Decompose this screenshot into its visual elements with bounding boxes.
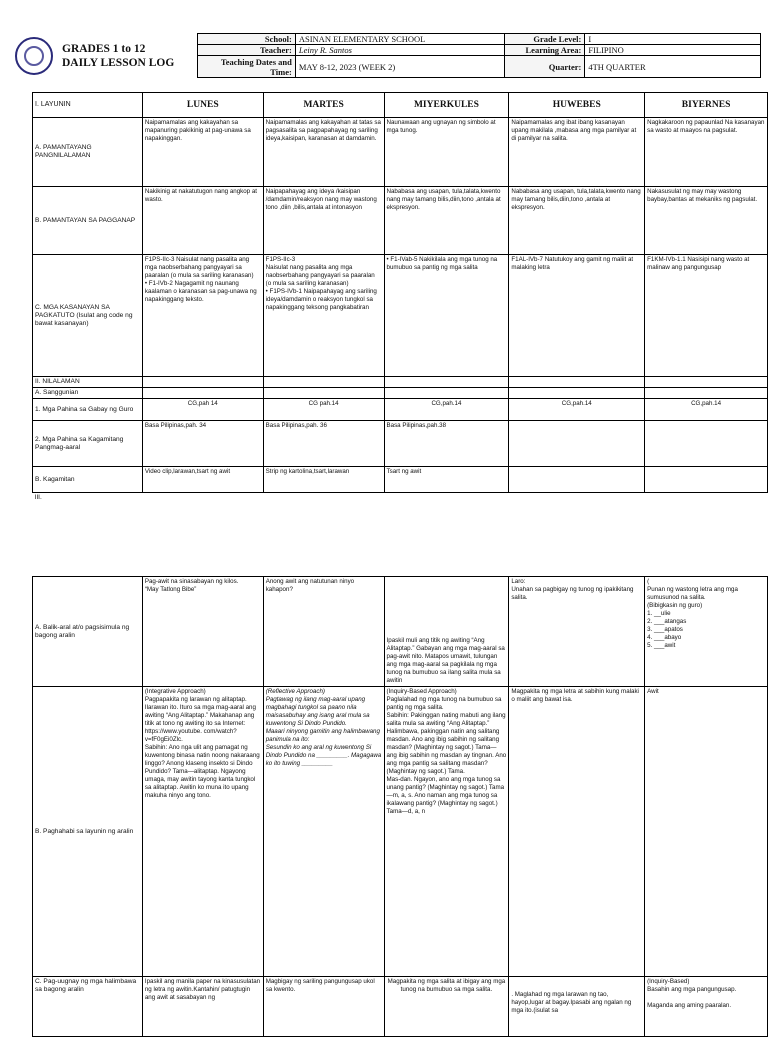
table-cell: Naipamamalas ang kakayahan at tatas sa pagsasalita sa pagpapahayag ng sariling ideya,kaisipan, karanasan at damdamin. bbox=[263, 118, 384, 187]
table-cell: F1KM-IVb-1.1 Nasisipi nang wasto at malinaw ang pangungusap bbox=[645, 255, 768, 377]
table-cell: Basa Pilipinas,pah.38 bbox=[384, 421, 509, 467]
table-cell: Awit bbox=[645, 687, 768, 977]
table-row bbox=[33, 467, 768, 493]
area-value: FILIPINO bbox=[585, 45, 761, 56]
table-cell: Magpakita ng mga salita at ibigay ang mga tunog na bumubuo sa mga salita. bbox=[384, 977, 509, 1037]
table-cell: F1PS-IIc-3 Naisulat nang pasalita ang mga naobserbahang pangyayari sa paaralan (o mula sa sariling karanasan) • F1PS-IVb-1 Naipapahayag ang sariling ideya/damdamin o reaksyon tungkol sa napakinggang teksong pangkabatiran bbox=[263, 255, 384, 377]
table-row bbox=[33, 977, 768, 1037]
col-header-biyernes: BIYERNES bbox=[645, 93, 768, 118]
table-cell: Basa Pilipinas,pah. 34 bbox=[142, 421, 263, 467]
row-label: A. Sanggunian bbox=[33, 388, 143, 399]
table-cell: Nababasa ang usapan, tula,talata,kwento nang may tamang bilis,diin,tono ,antala at ekspresyon. bbox=[509, 187, 645, 255]
table-cell: Naipamamalas ang kakayahan sa mapanuring pakikinig at pag-unawa sa napakinggan. bbox=[142, 118, 263, 187]
table-row bbox=[33, 118, 768, 187]
table-cell: (Reflective Approach) Pagtawag ng ilang mag-aaral upang magbahagi tungkol sa paano nila maisasabuhay ang isang aral mula sa kuwentong Si Dindo Pundido. Maaari ninyong gamitin ang halimbawang panimula na ito: Sesundin ko ang aral ng kuwentong Si Dindo Pundido na _________. Magagawa ko ito tuwing _________ bbox=[263, 687, 384, 977]
deped-seal-icon bbox=[15, 37, 53, 75]
col-header-martes: MARTES bbox=[263, 93, 384, 118]
teacher-label: Teacher: bbox=[198, 45, 296, 56]
table-cell: ( Punan ng wastong letra ang mga sumusunod na salita. (Bibigkasin ng guro) 1. __ulie 2. ___atangas 3. ___apatos 4. ___abayo 5. ___awit bbox=[645, 577, 768, 687]
col-header-miyerkules: MIYERKULES bbox=[384, 93, 509, 118]
table-row bbox=[33, 255, 768, 377]
table-cell bbox=[263, 377, 384, 388]
col-header-layunin: I. LAYUNIN bbox=[33, 93, 143, 118]
dates-value: MAY 8-12, 2023 (WEEK 2) bbox=[295, 56, 505, 78]
table-row bbox=[33, 687, 768, 977]
table-cell bbox=[645, 388, 768, 399]
row-label: B. Kagamitan bbox=[33, 467, 143, 493]
row-label: B. Paghahabi sa layunin ng aralin bbox=[33, 687, 143, 977]
table-cell bbox=[645, 421, 768, 467]
table-cell: F1AL-IVb-7 Natutukoy ang gamit ng maliit at malaking letra bbox=[509, 255, 645, 377]
table-cell bbox=[645, 467, 768, 493]
table-cell: Video clip,larawan,tsart ng awit bbox=[142, 467, 263, 493]
teacher-value: Leiny R. Santos bbox=[295, 45, 505, 56]
table-cell: Nakikinig at nakatutugon nang angkop at wasto. bbox=[142, 187, 263, 255]
school-value: ASINAN ELEMENTARY SCHOOL bbox=[295, 34, 505, 45]
table-row bbox=[33, 399, 768, 421]
table-cell: CG,pah 14 bbox=[142, 399, 263, 421]
area-label: Learning Area: bbox=[505, 45, 585, 56]
table-cell: Naipapahayag ang ideya /kaisipan /damdamin/reaksyon nang may wastong tono ,diin ,bilis,antala at intonasyon bbox=[263, 187, 384, 255]
table-cell bbox=[509, 421, 645, 467]
table-cell: Nakasusulat ng may may wastong baybay,bantas at mekaniks ng pagsulat. bbox=[645, 187, 768, 255]
table-cell: Basa Pilipinas,pah. 36 bbox=[263, 421, 384, 467]
table-row bbox=[33, 377, 768, 388]
table-cell: Strip ng kartolina,tsart,larawan bbox=[263, 467, 384, 493]
row-label: A. PAMANTAYANG PANGNILALAMAN bbox=[33, 118, 143, 187]
table-cell: Naipamamalas ang ibat ibang kasanayan upang makilala ,mabasa ang mga pamilyar at di pamilyar na salita. bbox=[509, 118, 645, 187]
title-line-2: DAILY LESSON LOG bbox=[62, 57, 175, 69]
grade-label: Grade Level: bbox=[505, 34, 585, 45]
lesson-table-1 bbox=[32, 92, 768, 503]
row-label: 1. Mga Pahina sa Gabay ng Guro bbox=[33, 399, 143, 421]
table-cell: Tsart ng awit bbox=[384, 467, 509, 493]
table-cell: Nababasa ang usapan, tula,talata,kwento nang may tamang bilis,diin,tono ,antala at ekspresyon. bbox=[384, 187, 509, 255]
table-cell bbox=[509, 388, 645, 399]
table-cell bbox=[384, 377, 509, 388]
table-cell bbox=[509, 377, 645, 388]
school-label: School: bbox=[198, 34, 296, 45]
table-cell: . Maglahad ng mga larawan ng tao, hayop,lugar at bagay.Ipasabi ang ngalan ng mga ito.(isulat sa bbox=[509, 977, 645, 1037]
table-cell bbox=[263, 388, 384, 399]
row-label: A. Balik-aral at/o pagsisimula ng bagong aralin bbox=[33, 577, 143, 687]
table-row bbox=[33, 493, 768, 504]
table-cell bbox=[384, 388, 509, 399]
col-header-lunes: LUNES bbox=[142, 93, 263, 118]
title-line-1: GRADES 1 to 12 bbox=[62, 43, 146, 55]
lesson-table-2 bbox=[32, 576, 768, 1037]
grade-value: I bbox=[585, 34, 761, 45]
header-logo-block bbox=[12, 34, 192, 78]
table-cell: (Inquiry-Based) Basahin ang mga pangungusap. Maganda ang aming paaralan. bbox=[645, 977, 768, 1037]
table-cell: CG,pah.14 bbox=[384, 399, 509, 421]
quarter-value: 4TH QUARTER bbox=[585, 56, 761, 78]
dates-label: Teaching Dates and Time: bbox=[198, 56, 296, 78]
table-cell: Pag-awit na sinasabayan ng kilos. “May Tatlong Bibe” bbox=[142, 577, 263, 687]
table-cell: (Integrative Approach) Pagpapakita ng larawan ng alitaptap. Ilarawan ito. Ituro sa mga mag-aaral ang awiting “Ang Alitaptap.” Makahanap ang titik at tono ng awiting ito sa Internet: https://www.youtube. com/watch?v=fF0gEi0Zlc. Sabihin: Ano nga ulit ang pamagat ng kuwentong binasa natin noong nakaraang linggo? Anong klaseng insekto si Dindo Pundido? Tama—alitaptap. Ngayong umaga, may awitin tayong kanta tungkol sa alitaptap. Awitin ko muna ito upang makuha ninyo ang tono. bbox=[142, 687, 263, 977]
info-table bbox=[197, 33, 761, 78]
table-cell bbox=[142, 377, 263, 388]
table-cell: Naunawaan ang ugnayan ng simbolo at mga tunog. bbox=[384, 118, 509, 187]
table-cell: Ipaskil ang manila paper na kinasusulatan ng letra ng awitin.Kantahin/ patugtugin ang awit at sasabayan ng bbox=[142, 977, 263, 1037]
table-cell: Laro: Unahan sa pagbigay ng tunog ng ipakikitang salita. bbox=[509, 577, 645, 687]
table-cell: Magbigay ng sariling pangungusap ukol sa kwento. bbox=[263, 977, 384, 1037]
table-cell: F1PS-IIc-3 Naisulat nang pasalita ang mga naobserbahang pangyayari sa paaralan (o mula sa sariling karanasan) • F1-IVb-2 Nagagamit ng naunang kaalaman o karanasan sa pag-unawa ng napakinggang teksto. bbox=[142, 255, 263, 377]
table-cell: CG,pah.14 bbox=[645, 399, 768, 421]
table-cell: Ipaskil muli ang titik ng awiting “Ang Alitaptap.” Gabayan ang mga mag-aaral sa pag-awit nito. Matapos umawit, tulungan ang mga mag-aaral sa pagkilala ng mga tunog na bumubuo sa ilang salita mula sa awitin bbox=[384, 577, 509, 687]
row-label: II. NILALAMAN bbox=[33, 377, 143, 388]
table-cell: Nagkakaroon ng papaunlad Na kasanayan sa wasto at maayos na pagsulat. bbox=[645, 118, 768, 187]
document-title bbox=[62, 42, 174, 70]
row-label: C. Pag-uugnay ng mga halimbawa sa bagong aralin bbox=[33, 977, 143, 1037]
row-label: 2. Mga Pahina sa Kagamitang Pangmag-aaral bbox=[33, 421, 143, 467]
table-cell: • F1-IVab-5 Nakikilala ang mga tunog na bumubuo sa pantig ng mga salita bbox=[384, 255, 509, 377]
table-cell: Anong awit ang natutunan ninyo kahapon? bbox=[263, 577, 384, 687]
col-header-huwebes: HUWEBES bbox=[509, 93, 645, 118]
table-cell: (Inquiry-Based Approach) Paglalahad ng mga tunog na bumubuo sa pantig ng mga salita. Sabihin: Pakinggan nating mabuti ang ilang salita mula sa awiting “Ang Alitaptap.” Halimbawa, pakinggan natin ang salitang masdan. Ano ang ibig sabihin ng salitang masdan? (Maghintay ng sagot.) Tama—ang ibig sabihin ng masdan ay tingnan. Ano ang mga pantig sa salitang masdan? (Maghintay ng sagot.) Tama. Mas-dan. Ngayon, ano ang mga tunog sa unang pantig? (Maghintay ng sagot.) Tama—m, a, s. Ano naman ang mga tunog sa ikalawang pantig? (Maghintay ng sagot.) Tama—d, a, n bbox=[384, 687, 509, 977]
table-cell: CG pah.14 bbox=[263, 399, 384, 421]
table-cell: CG,pah.14 bbox=[509, 399, 645, 421]
table-row bbox=[33, 187, 768, 255]
row-label: B. PAMANTAYAN SA PAGGANAP bbox=[33, 187, 143, 255]
table-cell bbox=[509, 467, 645, 493]
row-label: III. bbox=[33, 493, 143, 504]
table-cell bbox=[645, 377, 768, 388]
table-cell bbox=[142, 388, 263, 399]
table-row bbox=[33, 421, 768, 467]
table-cell: Magpakita ng mga letra at sabihin kung malaki o maliit ang bawat isa. bbox=[509, 687, 645, 977]
table-row bbox=[33, 388, 768, 399]
quarter-label: Quarter: bbox=[505, 56, 585, 78]
table-row bbox=[33, 577, 768, 687]
row-label: C. MGA KASANAYAN SA PAGKATUTO (Isulat ang code ng bawat kasanayan) bbox=[33, 255, 143, 377]
